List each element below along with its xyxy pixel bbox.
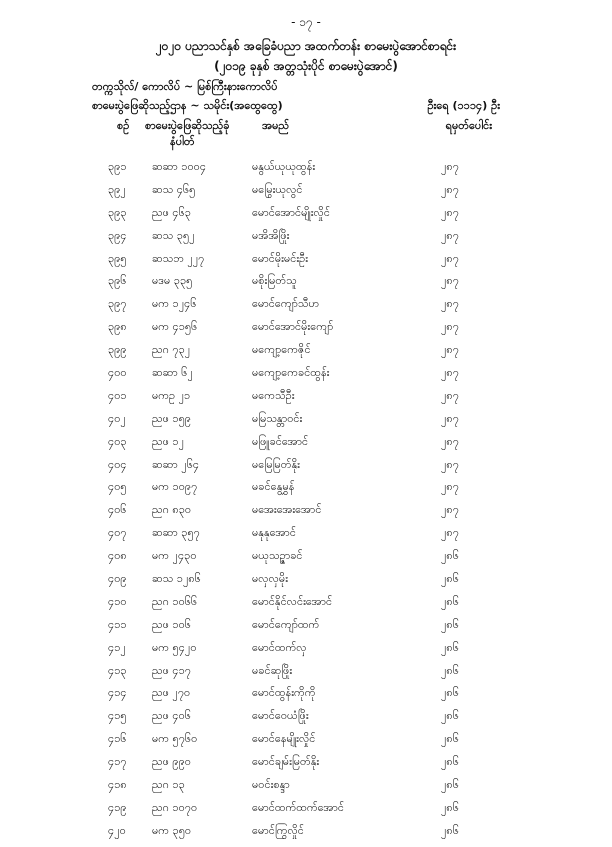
candidate-name: မမြသန္တာဝင်း bbox=[252, 411, 303, 425]
table-row bbox=[0, 480, 612, 503]
column-header-roll: စာမေးပွဲဖြေဆိုသည့်ခုံ bbox=[145, 119, 230, 132]
total-score: ၂၈၇ bbox=[441, 343, 459, 357]
candidate-name: မောင်ကြွလှိုင် bbox=[252, 823, 304, 837]
roll-number: ညဂ ၁၃ bbox=[152, 778, 185, 792]
table-row bbox=[0, 732, 612, 755]
candidate-name: မကျော့ကေဇိုင် bbox=[252, 343, 311, 357]
row-number: ၄၁၆ bbox=[108, 732, 127, 746]
column-header-score: ရမှတ်ပေါင်း bbox=[445, 119, 492, 132]
table-row bbox=[0, 824, 612, 847]
total-score: ၂၈၆ bbox=[441, 640, 459, 654]
total-score: ၂၈၇ bbox=[441, 388, 459, 402]
row-number: ၄၀၅ bbox=[108, 480, 127, 494]
roll-number: မကဥ ၂၁ bbox=[152, 388, 191, 402]
roll-number: ညဖ ၄၀၆ bbox=[152, 709, 191, 723]
row-number: ၃၉၈ bbox=[108, 320, 127, 334]
table-row bbox=[0, 297, 612, 320]
row-number: ၄၁၇ bbox=[108, 755, 127, 769]
candidate-name: မောင်နေမျိုးလှိုင် bbox=[252, 732, 316, 746]
row-number: ၄၁၉ bbox=[108, 800, 127, 814]
row-number: ၄၀၄ bbox=[108, 457, 127, 471]
total-score: ၂၈၇ bbox=[441, 228, 459, 242]
row-number: ၄၁၃ bbox=[108, 663, 127, 677]
total-score: ၂၈၇ bbox=[441, 320, 459, 334]
candidate-name: မစိုးမြတ်သူ bbox=[252, 274, 297, 288]
row-number: ၄၀၂ bbox=[108, 411, 126, 425]
row-number: ၄၁၀ bbox=[108, 594, 127, 608]
roll-number: ညဖ ၉၉၀ bbox=[152, 755, 191, 769]
candidate-name: မခင်ဆုဖြိုး bbox=[252, 663, 293, 677]
table-row bbox=[0, 801, 612, 824]
candidate-name: မောင်နိုင်လင်းအောင် bbox=[252, 594, 333, 608]
table-row bbox=[0, 389, 612, 412]
candidate-name: မလှလှမိုး bbox=[252, 572, 288, 586]
candidate-name: မောင်ဝေယံဖြိုး bbox=[252, 709, 309, 723]
row-number: ၄၀၁ bbox=[108, 388, 127, 402]
exam-center: စာမေးပွဲဖြေဆိုသည့်ဌာန ~ သမိုင်း(အထွေထွေ) bbox=[92, 99, 283, 112]
total-score: ၂၈၆ bbox=[441, 709, 459, 723]
roll-number: မက ၅၄၂၀ bbox=[152, 640, 197, 654]
college-location: တက္ကသိုလ်/ ကောလိပ် ~ မြစ်ကြီးနားကောလိပ် bbox=[92, 80, 278, 93]
roll-number: ညဖ ၄၆၃ bbox=[152, 205, 191, 219]
candidate-name: မောင်အောင်မျိုးလှိုင် bbox=[252, 205, 330, 219]
total-score: ၂၈၆ bbox=[441, 617, 459, 631]
roll-number: မက ၃၅၀ bbox=[152, 823, 192, 837]
total-score: ၂၈၇ bbox=[441, 457, 459, 471]
total-score: ၂၈၇ bbox=[441, 160, 459, 173]
row-number: ၄၀၆ bbox=[108, 503, 127, 517]
total-score: ၂၈၆ bbox=[441, 800, 459, 814]
roll-number: ဆသ ၃၅၂ bbox=[152, 228, 195, 242]
roll-number: ဆဆာ ၃၅၇ bbox=[152, 526, 200, 540]
candidate-name: မမြွေးယုလွင် bbox=[252, 182, 303, 196]
total-score: ၂၈၆ bbox=[441, 778, 459, 792]
total-score: ၂၈၇ bbox=[441, 480, 459, 494]
candidate-name: မအေးအေးအောင် bbox=[252, 503, 322, 517]
table-row bbox=[0, 709, 612, 732]
row-number: ၃၉၅ bbox=[108, 251, 127, 265]
table-row bbox=[0, 320, 612, 343]
total-score: ၂၈၆ bbox=[441, 572, 459, 586]
table-row bbox=[0, 206, 612, 229]
row-number: ၄၂၀ bbox=[108, 823, 126, 837]
roll-number: မက ၄၁၅၆ bbox=[152, 320, 198, 334]
roll-number: ညဂ ၈၃၀ bbox=[152, 503, 192, 517]
roll-number: ဆဆာ ၆၂ bbox=[152, 366, 193, 380]
table-row bbox=[0, 755, 612, 778]
total-score: ၂၈၆ bbox=[441, 594, 459, 608]
roll-number: မဒမ ၃၃၅ bbox=[152, 274, 193, 288]
roll-number: မက ၅၇၆၀ bbox=[152, 732, 198, 746]
table-row bbox=[0, 686, 612, 709]
row-number: ၃၉၆ bbox=[108, 274, 127, 288]
table-row bbox=[0, 664, 612, 687]
total-score: ၂၈၇ bbox=[441, 274, 459, 288]
roll-number: ညဖ ၁၂ bbox=[152, 434, 185, 448]
candidate-name: မောင်အောင်မိုးကျော် bbox=[252, 320, 334, 334]
column-header-name: အမည် bbox=[262, 119, 290, 132]
roll-number: ဆဆာ ၁၀၀၄ bbox=[152, 160, 207, 173]
total-score: ၂၈၇ bbox=[441, 411, 459, 425]
candidate-name: မောင်မိုးမင်းဦး bbox=[252, 251, 309, 265]
total-score: ၂၈၇ bbox=[441, 526, 459, 540]
roll-number: ဆသ ၄၆၅ bbox=[152, 182, 196, 196]
table-row bbox=[0, 160, 612, 183]
total-score: ၂၈၆ bbox=[441, 823, 459, 837]
roll-number: ဆဆာ ၂၆၄ bbox=[152, 457, 200, 471]
total-score: ၂၈၇ bbox=[441, 366, 459, 380]
row-number: ၃၉၇ bbox=[108, 297, 127, 311]
column-header-no: စဉ် bbox=[117, 119, 130, 132]
roll-number: မက ၁၀၉၇ bbox=[152, 480, 198, 494]
table-row bbox=[0, 595, 612, 618]
candidate-name: မောင်ထွန်းကိုကို bbox=[252, 686, 316, 700]
candidate-name: မယုသဉ္ဇာခင် bbox=[252, 549, 303, 563]
roll-number: မက ၁၂၄၆ bbox=[152, 297, 197, 311]
table-row bbox=[0, 778, 612, 801]
row-number: ၃၉၂ bbox=[108, 182, 126, 196]
roll-number: ညဂ ၁၀၆၆ bbox=[152, 594, 198, 608]
row-number: ၄၀၉ bbox=[108, 572, 127, 586]
table-row bbox=[0, 458, 612, 481]
table-row bbox=[0, 435, 612, 458]
table-row bbox=[0, 503, 612, 526]
table-row bbox=[0, 412, 612, 435]
roll-number: ညဖ ၄၁၇ bbox=[152, 663, 191, 677]
total-score: ၂၈၆ bbox=[441, 686, 459, 700]
total-score: ၂၈၇ bbox=[441, 297, 459, 311]
roll-number: ဆသဘ ၂၂၇ bbox=[152, 251, 205, 265]
total-score: ၂၈၇ bbox=[441, 205, 459, 219]
candidate-name: မောင်ထက်ထက်အောင် bbox=[252, 800, 344, 814]
row-number: ၃၉၉ bbox=[108, 343, 127, 357]
total-score: ၂၈၆ bbox=[441, 549, 459, 563]
table-row bbox=[0, 526, 612, 549]
candidate-name: မောင်ချမ်းမြတ်နိုး bbox=[252, 755, 320, 769]
roll-number: မက ၂၄၃၀ bbox=[152, 549, 197, 563]
table-row bbox=[0, 618, 612, 641]
table-row bbox=[0, 229, 612, 252]
roll-number: ညဂ ၁၀၇၀ bbox=[152, 800, 198, 814]
total-score: ၂၈၆ bbox=[441, 755, 459, 769]
table-row bbox=[0, 572, 612, 595]
column-header-roll-sub: နံပါတ် bbox=[170, 135, 195, 148]
table-row bbox=[0, 641, 612, 664]
row-number: ၄၁၅ bbox=[108, 709, 127, 723]
table-row bbox=[0, 252, 612, 275]
row-number: ၄၀၇ bbox=[108, 526, 127, 540]
row-number: ၄၁၈ bbox=[108, 778, 127, 792]
row-number: ၃၉၁ bbox=[108, 160, 127, 173]
candidate-name: မနွယ်ယုယုထွန်း bbox=[252, 160, 316, 173]
candidate-name: မခင်နွေမွှန် bbox=[252, 480, 295, 494]
table-row bbox=[0, 366, 612, 389]
results-table bbox=[0, 160, 612, 847]
roll-number: ဆသ ၁၂၈၆ bbox=[152, 572, 201, 586]
page-number: - ၁၇ - bbox=[291, 15, 321, 29]
document-title: ၂၀၂၀ ပညာသင်နှစ် အခြေခံပညာ အထက်တန်း စာမေးပွဲအောင်စာရင်း bbox=[155, 39, 457, 53]
total-score: ၂၈၆ bbox=[441, 732, 459, 746]
table-row bbox=[0, 183, 612, 206]
row-number: ၄၀၃ bbox=[108, 434, 127, 448]
candidate-name: မဖြူခင်အောင် bbox=[252, 434, 309, 448]
candidate-name: မောင်ကျော်ထက် bbox=[252, 617, 320, 631]
row-number: ၄၁၄ bbox=[108, 686, 127, 700]
table-row bbox=[0, 343, 612, 366]
table-row bbox=[0, 274, 612, 297]
candidate-name: မမြေမြတ်နိုး bbox=[252, 457, 300, 471]
row-number: ၃၉၃ bbox=[108, 205, 127, 219]
document-subtitle: (၂၀၁၉ ခုနှစ် အတ္တသုံးပိုင် စာမေးပွဲအောင်) bbox=[214, 59, 398, 73]
roll-number: ညဖ ၁၅၉ bbox=[152, 411, 191, 425]
row-number: ၄၀၀ bbox=[108, 366, 127, 380]
candidate-name: မဝင်းစန္ဒာ bbox=[252, 778, 290, 792]
candidate-name: မကေသီဦး bbox=[252, 388, 295, 402]
total-score: ၂၈၆ bbox=[441, 663, 459, 677]
candidate-name: မောင်ကျော်သီဟ bbox=[252, 297, 320, 311]
table-row bbox=[0, 549, 612, 572]
candidate-name: မနုနုအောင် bbox=[252, 526, 296, 540]
row-number: ၃၉၄ bbox=[108, 228, 127, 242]
candidate-name: မကျော့ကေခင်ထွန်း bbox=[252, 366, 330, 380]
candidate-count: ဦးရေ (၁၁၁၄) ဦး bbox=[427, 99, 500, 112]
row-number: ၄၀၈ bbox=[108, 549, 127, 563]
total-score: ၂၈၇ bbox=[441, 182, 459, 196]
roll-number: ညဖ ၂၇၀ bbox=[152, 686, 191, 700]
candidate-name: မအိအိဖြိုး bbox=[252, 228, 290, 242]
candidate-name: မောင်ထက်လှ bbox=[252, 640, 307, 654]
roll-number: ညဖ ၁၀၆ bbox=[152, 617, 191, 631]
total-score: ၂၈၇ bbox=[441, 503, 459, 517]
roll-number: ညဂ ၇၃၂ bbox=[152, 343, 191, 357]
total-score: ၂၈၇ bbox=[441, 251, 459, 265]
row-number: ၄၁၂ bbox=[108, 640, 126, 654]
row-number: ၄၁၁ bbox=[108, 617, 127, 631]
total-score: ၂၈၇ bbox=[441, 434, 459, 448]
